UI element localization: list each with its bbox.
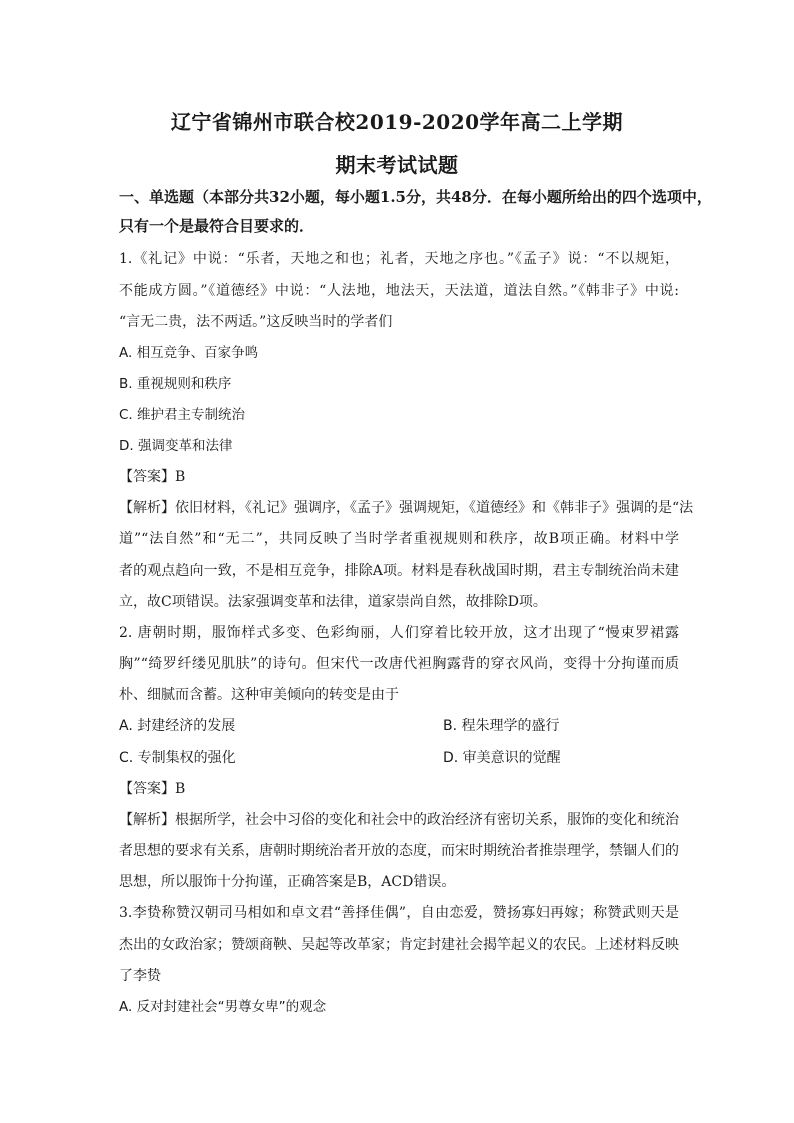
q2-option-b: B. 程朱理学的盛行 xyxy=(443,718,560,734)
q1-stem-line: 不能成方圆。”《道德经》中说：“人法地，地法天，天法道，道法自然。”《韩非子》中说: xyxy=(119,283,679,299)
q2-analysis-line: 【解析】根据所学，社会中习俗的变化和社会中的政治经济有密切关系，服饰的变化和统治 xyxy=(119,812,679,828)
q2-stem-line: 胸”“绮罗纤缕见肌肤”的诗句。但宋代一改唐代袒胸露背的穿衣风尚，变得十分拘谨而质 xyxy=(119,656,679,672)
q2-analysis-line: 思想，所以服饰十分拘谨，正确答案是B，ACD错误。 xyxy=(119,874,456,890)
q1-analysis-line: 道”“法自然”和“无二”，共同反映了当时学者重视规则和秩序，故B项正确。材料中学 xyxy=(119,531,679,547)
q1-analysis-line: 者的观点趋向一致，不是相互竞争，排除A项。材料是春秋战国时期，君主专制统治尚未建 xyxy=(119,563,679,579)
q2-option-a: A. 封建经济的发展 xyxy=(119,718,236,734)
q2-option-d: D. 审美意识的觉醒 xyxy=(443,750,561,766)
q2-stem-line: 2. 唐朝时期，服饰样式多变、色彩绚丽，人们穿着比较开放，这才出现了“慢束罗裙露 xyxy=(119,625,679,641)
q1-option-c: C. 维护君主专制统治 xyxy=(119,407,246,423)
q1-stem-line: “言无二贵，法不两适。”这反映当时的学者们 xyxy=(119,314,393,330)
section-heading-line1: 一、单选题（本部分共32小题，每小题1.5分，共48分．在每小题所给出的四个选项中， xyxy=(119,188,712,206)
q1-stem-line: 1.《礼记》中说：“乐者，天地之和也；礼者，天地之序也。”《孟子》说：“不以规矩， xyxy=(119,251,679,267)
q2-stem-line: 朴、细腻而含蓄。这种审美倾向的转变是由于 xyxy=(119,687,399,703)
q2-option-c: C. 专制集权的强化 xyxy=(119,750,236,766)
q1-option-b: B. 重视规则和秩序 xyxy=(119,376,232,392)
q3-stem-line: 3.李贽称赞汉朝司马相如和卓文君“善择佳偶”，自由恋爱，赞扬寡妇再嫁；称赞武则天是 xyxy=(119,905,679,921)
q2-answer: 【答案】B xyxy=(119,781,186,797)
q3-stem-line: 杰出的女政治家；赞颂商鞅、吴起等改革家；肯定封建社会揭竿起义的农民。上述材料反映 xyxy=(119,937,679,953)
q3-stem-line: 了李贽 xyxy=(119,968,161,984)
section-heading-line2: 只有一个是最符合目要求的． xyxy=(119,217,315,235)
q1-answer: 【答案】B xyxy=(119,469,186,485)
exam-title-line2: 期末考试试题 xyxy=(335,153,459,177)
q1-analysis-line: 立，故C项错误。法家强调变革和法律，道家崇尚自然，故排除D项。 xyxy=(119,594,547,610)
q1-analysis-line: 【解析】依旧材料，《礼记》强调序，《孟子》强调规矩，《道德经》和《韩非子》强调的是“法 xyxy=(119,500,694,516)
exam-title-line1: 辽宁省锦州市联合校2019-2020学年高二上学期 xyxy=(170,110,624,134)
q1-option-d: D. 强调变革和法律 xyxy=(119,438,233,454)
q1-option-a: A. 相互竞争、百家争鸣 xyxy=(119,345,259,361)
q3-option-a: A. 反对封建社会“男尊女卑”的观念 xyxy=(119,999,327,1015)
q2-analysis-line: 者思想的要求有关系，唐朝时期统治者开放的态度，而宋时期统治者推崇理学，禁锢人们的 xyxy=(119,843,679,859)
